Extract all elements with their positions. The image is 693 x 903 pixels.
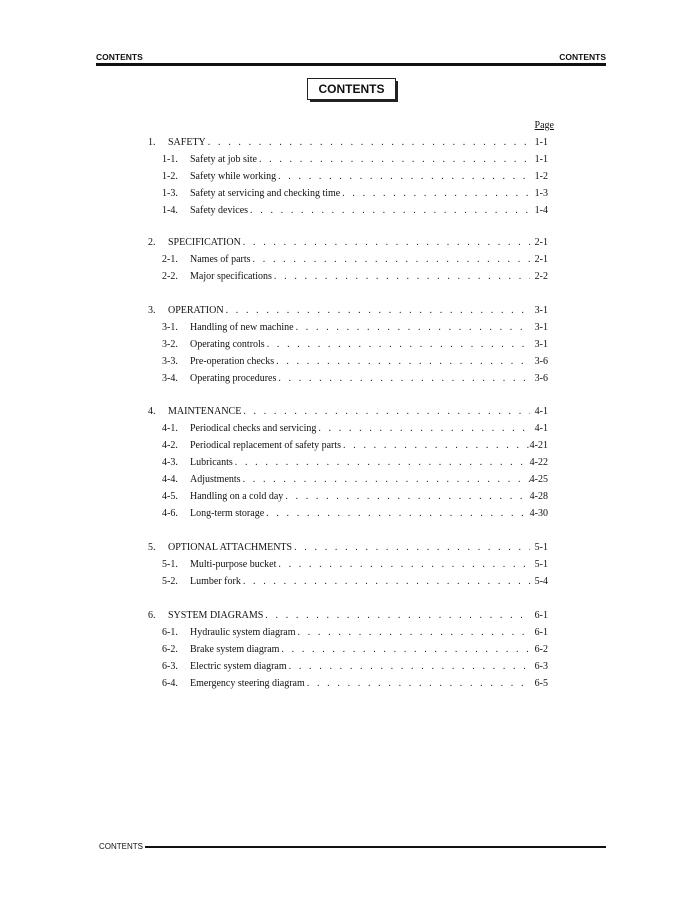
toc-section[interactable] [148, 609, 548, 623]
toc-subsection[interactable] [162, 456, 548, 470]
leader-dots [276, 170, 530, 184]
entry-number: 6. [148, 610, 156, 621]
entry-title: MAINTENANCE [168, 406, 242, 417]
leader-dots [294, 321, 530, 335]
leader-dots [206, 136, 530, 150]
leader-dots [296, 626, 530, 640]
toc-subsection[interactable] [162, 187, 548, 201]
toc-section[interactable] [148, 236, 548, 250]
toc-subsection[interactable] [162, 575, 548, 589]
entry-page: 2-1 [534, 254, 548, 265]
entry-number: 5. [148, 542, 156, 553]
entry-number: 3-2. [162, 339, 178, 350]
entry-page: 4-25 [529, 474, 548, 485]
page-column-label: Page [534, 120, 554, 131]
entry-title: Periodical checks and servicing [190, 423, 317, 434]
toc-section[interactable] [148, 405, 548, 419]
entry-title: Pre-operation checks [190, 356, 275, 367]
toc-subsection[interactable] [162, 643, 548, 657]
entry-title: OPERATION [168, 305, 224, 316]
toc-subsection[interactable] [162, 626, 548, 640]
entry-page: 4-1 [534, 406, 548, 417]
toc-subsection[interactable] [162, 490, 548, 504]
entry-page: 3-6 [534, 373, 548, 384]
toc-section[interactable] [148, 136, 548, 150]
entry-title: OPTIONAL ATTACHMENTS [168, 542, 293, 553]
entry-number: 1-3. [162, 188, 178, 199]
entry-number: 3-1. [162, 322, 178, 333]
entry-page: 5-1 [534, 559, 548, 570]
leader-dots [263, 609, 530, 623]
footer-label: CONTENTS [99, 842, 143, 851]
leader-dots [233, 456, 530, 470]
entry-title: Adjustments [190, 474, 241, 485]
toc-subsection[interactable] [162, 677, 548, 691]
entry-page: 3-1 [534, 305, 548, 316]
toc-subsection[interactable] [162, 558, 548, 572]
toc-subsection[interactable] [162, 270, 548, 284]
footer-rule [145, 846, 606, 848]
toc-subsection[interactable] [162, 473, 548, 487]
leader-dots [241, 575, 530, 589]
entry-title: Operating controls [190, 339, 265, 350]
page-title [307, 78, 396, 100]
entry-page: 4-28 [529, 491, 548, 502]
leader-dots [224, 304, 530, 318]
leader-dots [283, 490, 529, 504]
entry-title: Safety at job site [190, 154, 257, 165]
toc-subsection[interactable] [162, 422, 548, 436]
entry-number: 5-2. [162, 576, 178, 587]
toc-subsection[interactable] [162, 321, 548, 335]
leader-dots [265, 338, 530, 352]
entry-title: SPECIFICATION [168, 237, 241, 248]
page-title-text: CONTENTS [318, 82, 385, 96]
entry-title: Major specifications [190, 271, 272, 282]
leader-dots [241, 405, 530, 419]
entry-page: 4-21 [529, 440, 548, 451]
toc-subsection[interactable] [162, 170, 548, 184]
toc-subsection[interactable] [162, 204, 548, 218]
entry-number: 4. [148, 406, 156, 417]
leader-dots [287, 660, 530, 674]
entry-number: 1-1. [162, 154, 178, 165]
leader-dots [340, 187, 530, 201]
entry-number: 1-4. [162, 205, 178, 216]
entry-number: 4-5. [162, 491, 178, 502]
entry-number: 1. [148, 137, 156, 148]
entry-number: 4-2. [162, 440, 178, 451]
entry-number: 3-3. [162, 356, 178, 367]
entry-page: 4-22 [529, 457, 548, 468]
leader-dots [276, 372, 530, 386]
entry-title: Safety at servicing and checking time [190, 188, 341, 199]
entry-page: 6-1 [534, 610, 548, 621]
entry-number: 6-3. [162, 661, 178, 672]
entry-page: 5-1 [534, 542, 548, 553]
entry-title: SAFETY [168, 137, 206, 148]
toc-subsection[interactable] [162, 439, 548, 453]
leader-dots [305, 677, 530, 691]
entry-page: 2-2 [534, 271, 548, 282]
entry-page: 1-2 [534, 171, 548, 182]
entry-title: Handling on a cold day [190, 491, 284, 502]
entry-page: 3-1 [534, 339, 548, 350]
entry-page: 6-3 [534, 661, 548, 672]
entry-page: 4-30 [529, 508, 548, 519]
entry-page: 6-2 [534, 644, 548, 655]
leader-dots [241, 473, 530, 487]
entry-title: Lumber fork [190, 576, 241, 587]
entry-number: 5-1. [162, 559, 178, 570]
entry-title: Emergency steering diagram [190, 678, 305, 689]
header-left: CONTENTS [96, 52, 143, 62]
leader-dots [272, 270, 530, 284]
entry-page: 1-1 [534, 154, 548, 165]
leader-dots [292, 541, 530, 555]
entry-number: 2. [148, 237, 156, 248]
entry-title: Brake system diagram [190, 644, 280, 655]
entry-page: 3-6 [534, 356, 548, 367]
toc-subsection[interactable] [162, 253, 548, 267]
entry-number: 4-3. [162, 457, 178, 468]
entry-title: Hydraulic system diagram [190, 627, 296, 638]
entry-number: 3. [148, 305, 156, 316]
entry-number: 6-2. [162, 644, 178, 655]
entry-title: Electric system diagram [190, 661, 287, 672]
leader-dots [276, 558, 530, 572]
title-box-shadow [310, 100, 398, 102]
toc-subsection[interactable] [162, 660, 548, 674]
title-box-shadow-side [396, 81, 398, 102]
leader-dots [341, 439, 530, 453]
entry-title: Operating procedures [190, 373, 277, 384]
entry-title: Safety devices [190, 205, 249, 216]
entry-page: 6-1 [534, 627, 548, 638]
entry-title: Long-term storage [190, 508, 265, 519]
header-right: CONTENTS [559, 52, 606, 62]
header-rule [96, 63, 606, 66]
leader-dots [264, 507, 530, 521]
entry-title: Names of parts [190, 254, 251, 265]
leader-dots [257, 153, 530, 167]
leader-dots [251, 253, 530, 267]
leader-dots [274, 355, 530, 369]
toc-subsection[interactable] [162, 338, 548, 352]
toc-subsection[interactable] [162, 372, 548, 386]
entry-number: 2-2. [162, 271, 178, 282]
entry-page: 1-3 [534, 188, 548, 199]
leader-dots [316, 422, 530, 436]
entry-title: Multi-purpose bucket [190, 559, 277, 570]
entry-page: 1-4 [534, 205, 548, 216]
toc-subsection[interactable] [162, 355, 548, 369]
toc-section[interactable] [148, 541, 548, 555]
toc-subsection[interactable] [162, 507, 548, 521]
entry-page: 5-4 [534, 576, 548, 587]
entry-page: 3-1 [534, 322, 548, 333]
entry-number: 4-1. [162, 423, 178, 434]
entry-number: 1-2. [162, 171, 178, 182]
leader-dots [279, 643, 530, 657]
entry-number: 4-6. [162, 508, 178, 519]
entry-title: Handling of new machine [190, 322, 294, 333]
toc-subsection[interactable] [162, 153, 548, 167]
entry-page: 4-1 [534, 423, 548, 434]
entry-number: 4-4. [162, 474, 178, 485]
leader-dots [248, 204, 530, 218]
leader-dots [241, 236, 530, 250]
entry-title: Lubricants [190, 457, 233, 468]
entry-number: 3-4. [162, 373, 178, 384]
entry-number: 6-1. [162, 627, 178, 638]
entry-page: 2-1 [534, 237, 548, 248]
entry-page: 1-1 [534, 137, 548, 148]
entry-title: Safety while working [190, 171, 277, 182]
entry-title: SYSTEM DIAGRAMS [168, 610, 264, 621]
entry-number: 6-4. [162, 678, 178, 689]
entry-page: 6-5 [534, 678, 548, 689]
toc-section[interactable] [148, 304, 548, 318]
entry-number: 2-1. [162, 254, 178, 265]
entry-title: Periodical replacement of safety parts [190, 440, 342, 451]
